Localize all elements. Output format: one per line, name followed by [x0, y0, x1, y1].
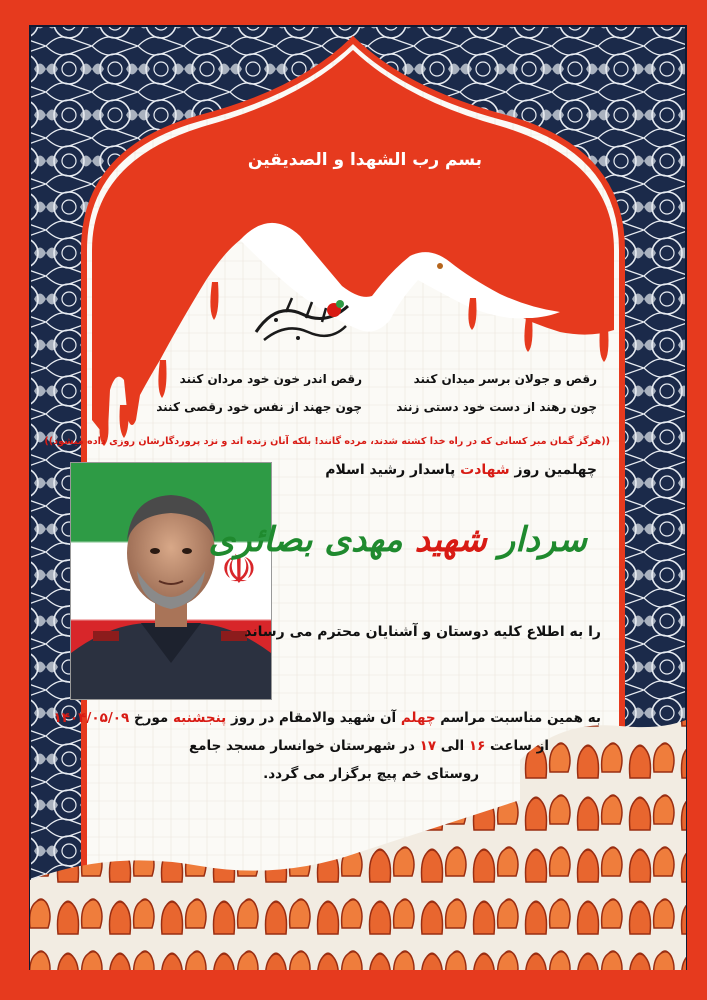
svg-text:☫: ☫ — [221, 547, 257, 593]
ceremony-line-3: روستای خم پیچ برگزار می گردد. — [263, 766, 479, 782]
ceremony-text-a: به همین مناسبت مراسم — [440, 710, 601, 726]
announcement-part-1: چهلمین روز — [514, 462, 597, 478]
martyr-name — [208, 520, 587, 560]
ceremony-line-2 — [189, 738, 549, 754]
ceremony-text-e: مورخ — [133, 710, 169, 726]
ceremony-location: در شهرستان خوانسار مسجد جامع — [188, 738, 415, 754]
name-rank: سردار — [498, 520, 587, 560]
ceremony-from: از ساعت — [490, 738, 549, 754]
ceremony-weekday: پنجشنبه — [172, 710, 227, 726]
announcement-line — [325, 462, 597, 478]
martyr-photo — [70, 462, 272, 700]
ceremony-text-c: آن شهید والامقام در روز — [230, 710, 397, 726]
name-person: مهدی بصائری — [208, 520, 403, 560]
announcement-part-3: پاسدار رشید اسلام — [325, 462, 456, 478]
ceremony-end-hour: ۱۷ — [419, 738, 437, 754]
quran-quote: ((هرگز گمان مبر کسانی که در راه خدا کشته شدند، مرده گانند! بلکه آنان زنده اند و نزد پروردگارشان روزی داده میشود)) — [44, 436, 610, 447]
ceremony-to: الی — [440, 738, 465, 754]
ceremony-date: ۱۴۰۴/۰۵/۰۹ — [53, 710, 130, 726]
announcement-martyrdom: شهادت — [460, 462, 510, 478]
poem-right-line-2: چون رهند از دست خود دستی زنند — [396, 400, 597, 414]
inform-line: را به اطلاع کلیه دوستان و آشنایان محترم می رساند — [244, 624, 601, 640]
ceremony-fortieth: چهلم — [400, 710, 436, 726]
poem-left-line-2: چون جهند از نفس خود رقصی کنند — [156, 400, 362, 414]
calligraphy-logo — [246, 292, 358, 350]
basmala-heading: بسم رب الشهدا و الصدیقین — [247, 150, 483, 170]
poem-left-line-1: رقص اندر خون خود مردان کنند — [179, 372, 362, 386]
name-martyr: شهید — [414, 520, 487, 560]
ceremony-start-hour: ۱۶ — [468, 738, 486, 754]
poem-right-line-1: رقص و جولان برسر میدان کنند — [413, 372, 597, 386]
ceremony-line-1 — [53, 710, 601, 726]
